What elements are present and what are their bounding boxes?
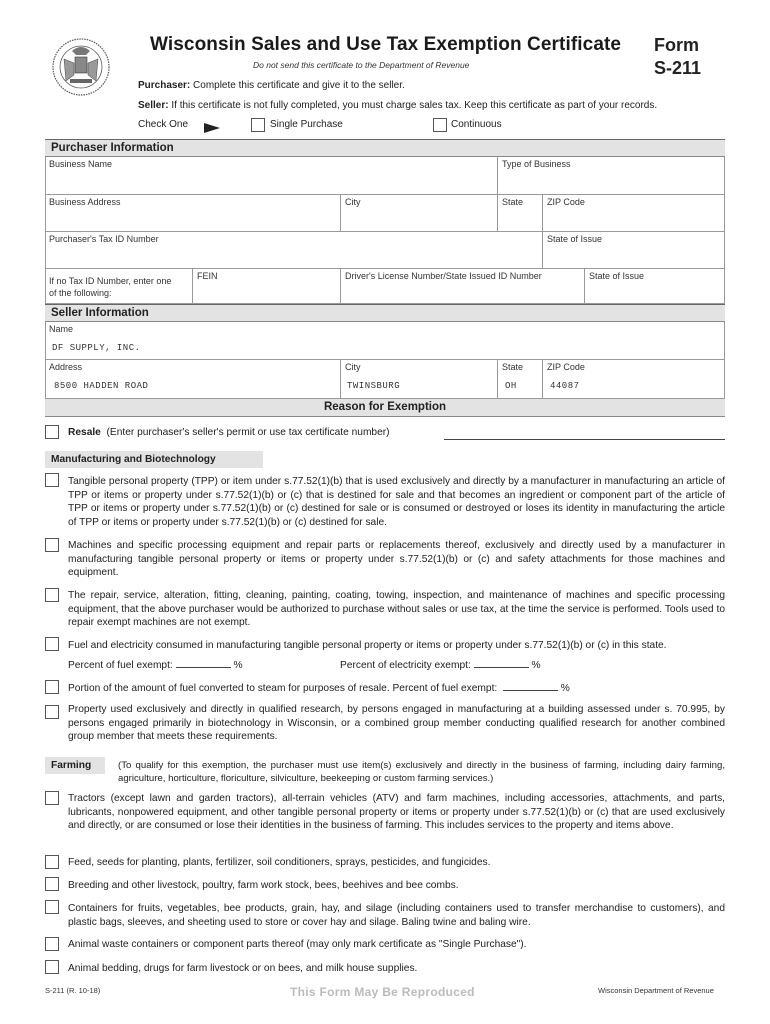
resale-checkbox[interactable]: [45, 425, 59, 439]
fuel-percent-field[interactable]: [176, 658, 231, 668]
farm-containers-text: Containers for fruits, vegetables, bee products, grain, hay, and silage (including containers used to transfer merchandise to customers), and plastic bags, sleeves, and sheeting used to store or cover hay and silage. Baling twine and baling wire.: [68, 903, 725, 928]
seller-state-field[interactable]: State: [498, 360, 543, 399]
mfg-machines-text: Machines and specific processing equipment and repair parts or replacements thereof, exclusively and directly used by a manufacturer in manufacturing tangible personal property or items or property under s.77.52(1)(b) or (c) and safety attachments for those machines and equipment.: [68, 540, 725, 579]
farm-containers-checkbox[interactable]: [45, 900, 59, 914]
purchaser-zip-field[interactable]: ZIP Code: [543, 195, 725, 232]
mfg-fuel-electricity-checkbox[interactable]: [45, 637, 59, 651]
no-tax-id-label: If no Tax ID Number, enter one of the following:: [45, 269, 193, 304]
single-purchase-checkbox[interactable]: [251, 118, 265, 132]
single-purchase-label: Single Purchase: [270, 119, 343, 130]
purchaser-tax-id-field[interactable]: Purchaser's Tax ID Number: [45, 232, 543, 269]
seller-city-value: TWINSBURG: [347, 381, 401, 391]
seller-city-field[interactable]: City: [341, 360, 498, 399]
seller-information-heading: Seller Information: [45, 304, 725, 322]
mfg-fuel-electricity-text: Fuel and electricity consumed in manufacturing tangible personal property or items or property under s.77.52(1)(b) or (c) in this state.: [68, 640, 667, 651]
seller-name-value: DF SUPPLY, INC.: [52, 343, 141, 353]
seller-zip-field[interactable]: ZIP Code: [543, 360, 725, 399]
farm-animal-waste-checkbox[interactable]: [45, 937, 59, 951]
business-address-field[interactable]: Business Address: [45, 195, 341, 232]
fein-field[interactable]: FEIN: [193, 269, 341, 304]
fuel-percent-label: Percent of fuel exempt: %: [68, 660, 243, 671]
electricity-percent-label: Percent of electricity exempt: %: [340, 660, 541, 671]
farm-bedding-checkbox[interactable]: [45, 960, 59, 974]
purchaser-instruction: Purchaser: Complete this certificate and give it to the seller.: [138, 80, 405, 91]
continuous-checkbox[interactable]: [433, 118, 447, 132]
purchaser-information-heading: Purchaser Information: [45, 139, 725, 157]
form-revision: S-211 (R. 10-18): [45, 986, 101, 995]
department-name: Wisconsin Department of Revenue: [598, 986, 714, 995]
manufacturing-heading: Manufacturing and Biotechnology: [45, 451, 263, 468]
mfg-research-checkbox[interactable]: [45, 705, 59, 719]
arrow-right-icon: [204, 120, 220, 138]
form-number: S-211: [654, 58, 702, 78]
farming-intro: (To qualify for this exemption, the purchaser must use item(s) exclusively and directly in the business of farming, including dairy farming, agriculture, horticulture, floriculture, silviculture, beekeeping or custom farming services.): [118, 760, 725, 784]
seller-instruction: Seller: If this certificate is not fully completed, you must charge sales tax. Keep this certificate as part of your records.: [138, 100, 658, 111]
farm-tractors-text: Tractors (except lawn and garden tractors), all-terrain vehicles (ATV) and farm machines, including accessories, attachments, and parts, lubricants, nonpowered equipment, and other tangible personal property or items or property under s.77.52(1)(b) or (c) that are used exclusively and directly, or are consumed or lose their identities in the business of farming. This includes services to the property and items above.: [68, 793, 725, 832]
drivers-license-field[interactable]: Driver's License Number/State Issued ID Number: [341, 269, 585, 304]
form-title: Wisconsin Sales and Use Tax Exemption Certificate: [150, 34, 622, 55]
type-of-business-field[interactable]: Type of Business: [498, 157, 725, 195]
purchaser-city-field[interactable]: City: [341, 195, 498, 232]
mfg-tpp-checkbox[interactable]: [45, 473, 59, 487]
farm-bedding-text: Animal bedding, drugs for farm livestock or on bees, and milk house supplies.: [68, 963, 418, 974]
seller-zip-value: 44087: [550, 381, 580, 391]
farm-livestock-checkbox[interactable]: [45, 877, 59, 891]
mfg-tpp-text: Tangible personal property (TPP) or item under s.77.52(1)(b) that is used exclusively and directly by a manufacturer in manufacturing an article of TPP or items or property under s.77.52(1)(b) or (c) that is destined for sale and that becomes an ingredient or component part of the article of TPP or items or property under s.77.52(1)(b) or (c) destined for sale or is consumed or destroyed or loses its identity in manufacturing the article of TPP or items or property under s.77.52(1)(b) or (c) destined for sale.: [68, 476, 725, 528]
tax-id-state-of-issue-field[interactable]: State of Issue: [543, 232, 725, 269]
mfg-repair-checkbox[interactable]: [45, 588, 59, 602]
license-state-of-issue-field[interactable]: State of Issue: [585, 269, 725, 304]
mfg-repair-text: The repair, service, alteration, fitting, cleaning, painting, coating, towing, inspection, and maintenance of machines and specific processing equipment, that the above purchaser would be authorized to purchase without sales or use tax, at the time the service is performed. Tools used to repair exempt machines are not exempt.: [68, 590, 725, 629]
farm-livestock-text: Breeding and other livestock, poultry, farm work stock, bees, beehives and bee combs.: [68, 880, 459, 891]
farm-feed-seeds-text: Feed, seeds for planting, plants, fertilizer, soil conditioners, sprays, pesticides, and fungicides.: [68, 857, 491, 868]
resale-label: Resale (Enter purchaser's seller's permit or use tax certificate number): [68, 427, 390, 438]
seller-state-value: OH: [505, 381, 517, 391]
steam-fuel-percent-field[interactable]: [503, 681, 558, 691]
mfg-steam-checkbox[interactable]: [45, 680, 59, 694]
seller-name-field[interactable]: Name: [45, 322, 725, 360]
seller-address-value: 8500 HADDEN ROAD: [54, 381, 149, 391]
mfg-research-text: Property used exclusively and directly in qualified research, by persons engaged in manufacturing at a building assessed under s. 70.995, by persons engaged primarily in biotechnology in Wisconsin, or a combined group member conducting qualified research for another combined group member that meets these requirements.: [68, 704, 725, 743]
farm-tractors-checkbox[interactable]: [45, 791, 59, 805]
farming-heading: Farming: [45, 757, 105, 774]
mfg-machines-checkbox[interactable]: [45, 538, 59, 552]
electricity-percent-field[interactable]: [474, 658, 529, 668]
form-label: Form: [654, 35, 699, 55]
reproduced-notice: This Form May Be Reproduced: [290, 985, 475, 999]
business-name-field[interactable]: Business Name: [45, 157, 498, 195]
wisconsin-seal-icon: [50, 37, 112, 97]
seller-address-field[interactable]: Address: [45, 360, 341, 399]
resale-permit-number-field[interactable]: [444, 439, 725, 440]
continuous-label: Continuous: [451, 119, 502, 130]
farm-feed-seeds-checkbox[interactable]: [45, 855, 59, 869]
check-one-label: Check One: [138, 119, 189, 130]
purchaser-state-field[interactable]: State: [498, 195, 543, 232]
reason-for-exemption-heading: Reason for Exemption: [45, 399, 725, 417]
farm-animal-waste-text: Animal waste containers or component parts thereof (may only mark certificate as "Single Purchase").: [68, 939, 527, 950]
mfg-steam-text: Portion of the amount of fuel converted to steam for purposes of resale. Percent of fuel exempt: %: [68, 683, 570, 694]
form-subtitle: Do not send this certificate to the Department of Revenue: [253, 60, 470, 70]
